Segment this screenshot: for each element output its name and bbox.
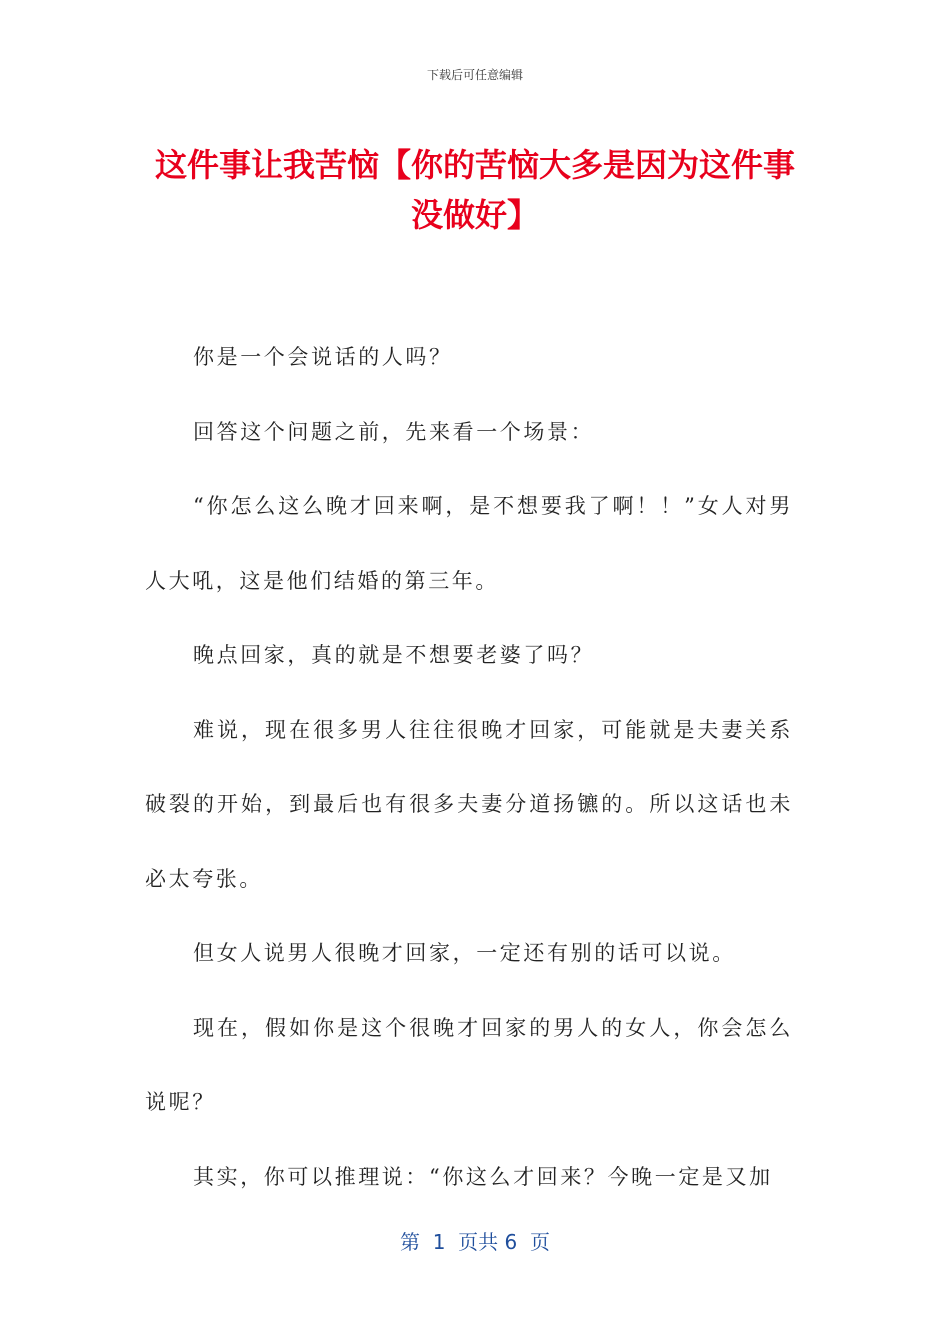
document-body [145,320,793,1214]
paragraph-8: 其实，你可以推理说：“你这么才回来？今晚一定是又加 [193,1164,773,1189]
paragraph-2: 回答这个问题之前，先来看一个场景： [193,419,595,444]
document-title: 这件事让我苦恼【你的苦恼大多是因为这件事没做好】 [154,146,795,234]
paragraph-6: 但女人说男人很晚才回家，一定还有别的话可以说。 [193,941,736,965]
paragraph-7: 现在，假如你是这个很晚才回家的男人的女人，你会怎么说呢？ [145,1015,793,1114]
paragraph-5: 难说，现在很多男人往往很晚才回家，可能就是夫妻关系破裂的开始，到最后也有很多夫妻分道扬镳的。所以这话也未必太夸张。 [145,717,793,891]
paragraph-4: 晚点回家，真的就是不想要老婆了吗？ [193,643,595,667]
page-header-note: 下载后可任意编辑 [426,68,523,82]
page-number-footer: 第 1 页共 6 页 [400,1230,550,1254]
paragraph-1: 你是一个会说话的人吗？ [193,345,453,369]
paragraph-3: “你怎么这么晚才回来啊，是不想要我了啊！！”女人对男人大吼，这是他们结婚的第三年。 [145,494,793,593]
